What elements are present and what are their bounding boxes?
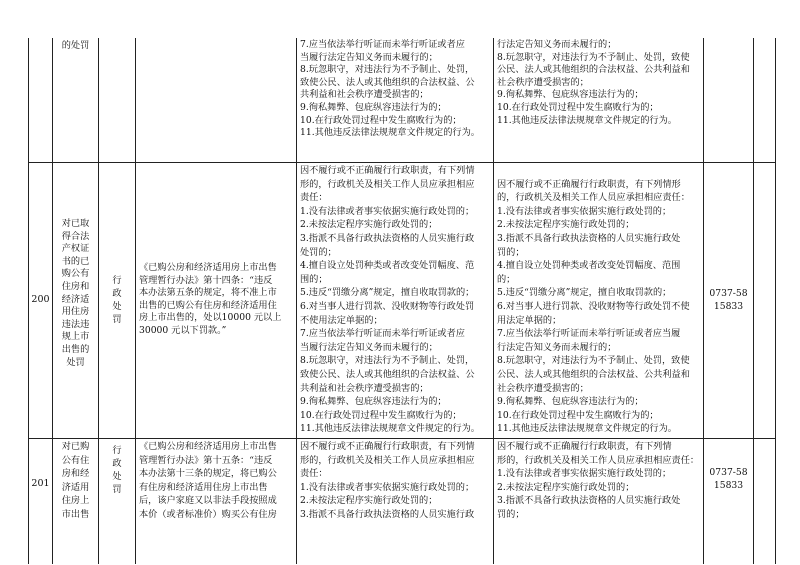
name-line: 产权证 xyxy=(61,243,90,255)
text-line: 1.没有法律或者事实依据实施行政处罚的； xyxy=(300,481,475,493)
text-line: 5.违反“罚缴分离”规定，擅自收取罚款的； xyxy=(300,287,475,299)
text-line: 用法定单据的； xyxy=(497,314,562,326)
name-line: 购公有 xyxy=(61,268,90,280)
text-line: 7.应当依法举行听证而未举行听证或者应 xyxy=(300,328,465,340)
text-line: 1.没有法律或者事实依据实施行政处罚的； xyxy=(300,205,475,217)
row201-number-cell xyxy=(29,478,52,491)
text-line: 的，行政机关及相关工作人员应承担相应责任： xyxy=(497,192,690,204)
text-line: 3.指派不具备行政执法资格的人员实施行政处 xyxy=(497,232,681,244)
text-line: 因不履行或不正确履行行政职责，有下列情形 xyxy=(497,178,681,190)
text-line: 房上市出售的，处以10000 元以上 xyxy=(139,312,282,324)
text-line: 社会秩序遭受损害的； xyxy=(497,76,589,88)
category-char: 行 xyxy=(112,445,122,456)
text-line: 共利益和社会秩序遭受损害的； xyxy=(300,89,429,101)
text-line: 8.玩忽职守，对违法行为不予制止、处罚，致使 xyxy=(497,355,690,367)
text-line: 9.徇私舞弊、包庇纵容违法行为的； xyxy=(300,101,447,113)
category-char: 罚 xyxy=(112,314,122,325)
text-line: 本办法第十三条的规定，将已购公 xyxy=(139,468,277,479)
name-line: 处罚 xyxy=(66,356,85,368)
name-line: 得合法 xyxy=(61,230,90,242)
text-line: 责任： xyxy=(300,192,328,204)
text-line: 1.没有法律或者事实依据实施行政处罚的； xyxy=(497,468,672,479)
text-line: 11.其他违反法律法规规章文件规定的行为。 xyxy=(497,114,677,126)
text-line: 行法定告知义务而未履行的； xyxy=(497,39,617,50)
name-line: 市出售 xyxy=(61,508,90,520)
text-line: 4.擅自设立处罚种类或者改变处罚幅度、范 xyxy=(300,260,475,272)
text-line: 公民、法人或其他组织的合法权益、公共利益和 xyxy=(497,64,690,76)
row-divider xyxy=(28,162,776,163)
text-line: 因不履行或不正确履行行政职责，有下列情 xyxy=(497,441,672,452)
row201-basis-cell xyxy=(139,440,295,521)
text-line: 9.徇私舞弊、包庇纵容违法行为的； xyxy=(497,396,644,408)
row200-number-cell xyxy=(29,294,52,307)
phone-line: 0737-58 xyxy=(709,288,748,299)
row201-phone-cell xyxy=(704,467,753,492)
category-char: 罚 xyxy=(112,484,122,495)
text-line: 当履行法定告知义务而未履行的； xyxy=(300,341,438,353)
text-line: 10.在行政处罚过程中发生腐败行为的； xyxy=(497,101,659,113)
text-line: 1.没有法律或者事实依据实施行政处罚的； xyxy=(497,205,672,217)
name-line: 规上市 xyxy=(61,331,90,343)
text-line: 因不履行或不正确履行行政职责，有下列情 xyxy=(300,165,475,176)
text-line: 7.应当依法举行听证而未举行听证或者应当履 xyxy=(497,328,681,340)
text-line: 2.未按法定程序实施行政处罚的； xyxy=(300,495,438,506)
text-line: 10.在行政处罚过程中发生腐败行为的； xyxy=(497,409,659,421)
text-line: 3.指派不具备行政执法资格的人员实施行政 xyxy=(300,508,475,520)
row200-accountability-cell xyxy=(300,164,492,436)
text-line: 《已购公房和经济适用房上市出售 xyxy=(139,441,277,452)
row200-basis-cell xyxy=(139,262,295,338)
name-line: 住房和 xyxy=(61,280,90,292)
row200-category-cell xyxy=(99,274,135,326)
phone-line: 0737-58 xyxy=(709,467,748,478)
text-line xyxy=(497,164,702,178)
text-line: 本办法第五条的规定，将不准上市 xyxy=(139,287,277,299)
name-line: 用住房 xyxy=(61,306,90,318)
name-line: 违法违 xyxy=(61,318,90,330)
name-line: 对已购 xyxy=(61,441,90,452)
text-line: 6.对当事人进行罚款、没收财物等行政处罚 xyxy=(300,300,475,312)
text-line: 11.其他违反法律法规规章文件规定的行为。 xyxy=(300,423,480,435)
category-char: 行 xyxy=(112,275,122,286)
name-line: 房和经 xyxy=(61,468,90,479)
row201-category-cell xyxy=(99,444,135,496)
name-line: 出售的 xyxy=(61,343,90,355)
text-line: 社会秩序遭受损害的； xyxy=(497,382,589,394)
text-line: 形的，行政机关及相关工作人员应承担相应责任： xyxy=(497,454,700,466)
category-char: 处 xyxy=(112,471,122,482)
text-line: 责任： xyxy=(300,468,328,479)
name-line: 公有住 xyxy=(61,454,90,466)
text-line: 的； xyxy=(497,273,516,285)
row201-responsibility-cell xyxy=(497,440,702,521)
phone-line: 15833 xyxy=(713,300,744,312)
text-line: 8.玩忽职守，对违法行为不予制止、处罚， xyxy=(300,64,475,76)
row201-name-cell xyxy=(53,440,98,521)
text-line: 2.未按法定程序实施行政处罚的； xyxy=(497,481,635,493)
text-line: 因不履行或不正确履行行政职责，有下列情 xyxy=(300,441,475,452)
column-divider xyxy=(493,38,494,564)
column-divider xyxy=(135,38,136,564)
name-line: 经济适 xyxy=(61,293,90,305)
text-line: 30000 元以下罚款。” xyxy=(139,324,227,336)
row-number: 200 xyxy=(31,294,50,305)
name-line: 济适用 xyxy=(61,481,90,493)
row200-phone-cell xyxy=(704,288,753,313)
name-line: 对已取 xyxy=(61,218,90,229)
row200-name-cell xyxy=(53,218,98,369)
text-line: 管理暂行办法》第十四条：“违反 xyxy=(139,274,273,286)
text-line: 有住房和经济适用住房上市出售 xyxy=(139,481,268,493)
text-line: 2.未按法定程序实施行政处罚的； xyxy=(497,219,635,231)
text-line: 6.对当事人进行罚款、没收财物等行政处罚不使 xyxy=(497,300,690,312)
row-divider xyxy=(28,438,776,439)
row201-accountability-cell xyxy=(300,440,492,521)
text-line: 共利益和社会秩序遭受损害的； xyxy=(300,382,429,394)
text-line: 7.应当依法举行听证而未举行听证或者应 xyxy=(300,39,465,50)
text-line: 2.未按法定程序实施行政处罚的； xyxy=(300,219,438,231)
name-line: 书的已 xyxy=(61,255,90,267)
table-border-right xyxy=(775,38,776,564)
text-line: 3.指派不具备行政执法资格的人员实施行政处 xyxy=(497,495,681,506)
text-line: 当履行法定告知义务而未履行的； xyxy=(300,51,438,63)
text-line: 8.玩忽职守，对违法行为不予制止、处罚，致使 xyxy=(497,51,690,63)
column-divider xyxy=(296,38,297,564)
text-line: 10.在行政处罚过程中发生腐败行为的； xyxy=(300,114,462,126)
phone-line: 15833 xyxy=(713,479,744,491)
text-line: 3.指派不具备行政执法资格的人员实施行政 xyxy=(300,232,475,244)
text-line: 行法定告知义务而未履行的； xyxy=(497,341,617,353)
text-line: 形的，行政机关及相关工作人员应承担相应 xyxy=(300,454,475,466)
text-line: 处罚的； xyxy=(300,246,337,258)
row-number: 201 xyxy=(31,478,50,489)
text-line: 致使公民、法人或其他组织的合法权益、公 xyxy=(300,368,475,380)
row0-accountability-cell xyxy=(300,39,492,140)
name-line: 的处罚 xyxy=(61,40,90,51)
text-line: 10.在行政处罚过程中发生腐败行为的； xyxy=(300,409,462,421)
text-line: 出售的已购公有住房和经济适用住 xyxy=(139,299,277,311)
text-line: 罚的； xyxy=(497,508,525,520)
row0-name-cell xyxy=(53,40,98,53)
name-line: 住房上 xyxy=(61,495,90,506)
category-char: 政 xyxy=(112,288,122,299)
text-line: 公民、法人或其他组织的合法权益、公共利益和 xyxy=(497,368,690,380)
text-line: 11.其他违反法律法规规章文件规定的行为。 xyxy=(497,423,677,435)
text-line: 围的； xyxy=(300,273,328,285)
text-line: 11.其他违反法律法规规章文件规定的行为。 xyxy=(300,127,480,139)
text-line: 5.违反“罚缴分离”规定，擅自收取罚款的； xyxy=(497,287,672,299)
text-line: 9.徇私舞弊、包庇纵容违法行为的； xyxy=(300,396,447,408)
category-char: 政 xyxy=(112,458,122,469)
text-line: 9.徇私舞弊、包庇纵容违法行为的； xyxy=(497,89,644,101)
row0-responsibility-cell xyxy=(497,39,702,127)
text-line: 《已购公房和经济适用房上市出售 xyxy=(139,262,277,273)
text-line: 不使用法定单据的； xyxy=(300,314,383,326)
text-line: 罚的； xyxy=(497,246,525,258)
category-char: 处 xyxy=(112,301,122,312)
row200-responsibility-cell xyxy=(497,164,702,436)
text-line: 8.玩忽职守，对违法行为不予制止、处罚， xyxy=(300,355,475,367)
text-line: 管理暂行办法》第十五条：“违反 xyxy=(139,454,273,466)
column-divider xyxy=(753,38,754,564)
text-line: 4.擅自设立处罚种类或者改变处罚幅度、范围 xyxy=(497,260,681,272)
text-line: 致使公民、法人或其他组织的合法权益、公 xyxy=(300,76,475,88)
text-line: 后，该户家庭又以非法手段按照成 xyxy=(139,495,277,506)
text-line: 本价（或者标准价）购买公有住房 xyxy=(139,508,277,520)
text-line: 形的，行政机关及相关工作人员应承担相应 xyxy=(300,178,475,190)
